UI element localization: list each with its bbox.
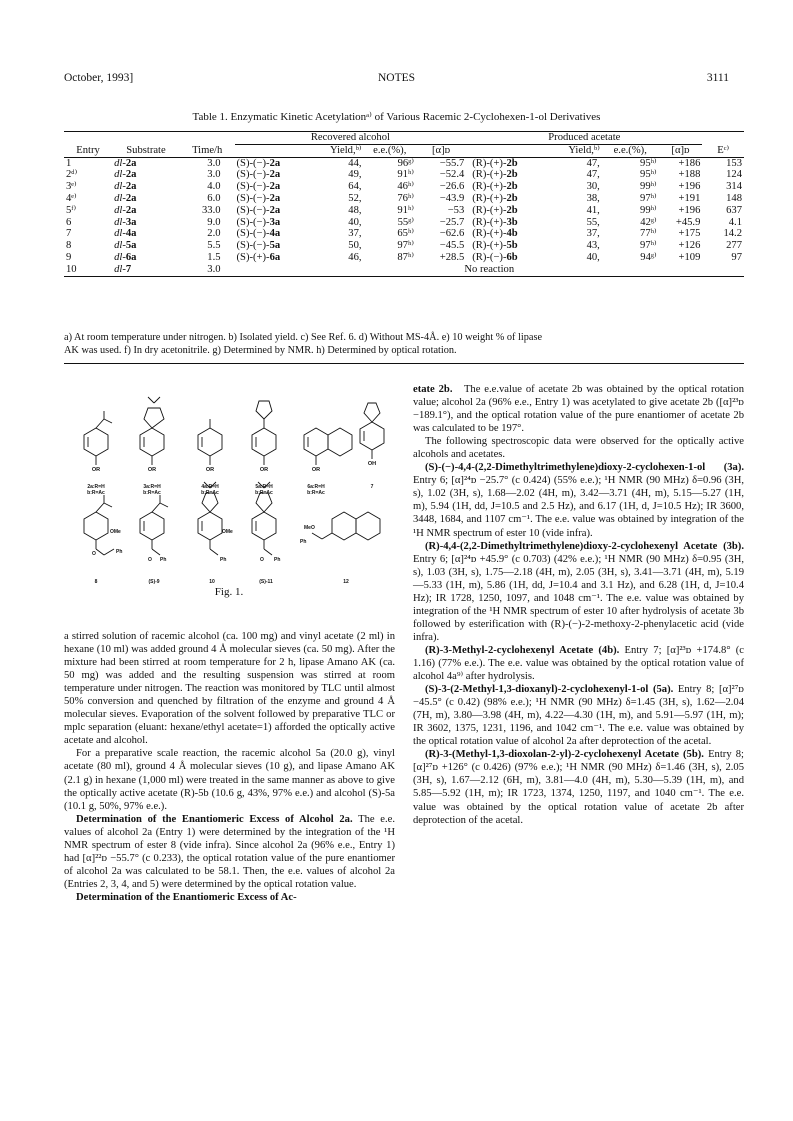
left-paragraph-4 (64, 891, 395, 904)
label-5a-r1: 5a:R=H (255, 484, 273, 490)
label-4a-r2: b:R=Ac (201, 490, 219, 496)
cell-entry: 9 (66, 251, 72, 263)
cell-produced-yield: 40, (586, 251, 600, 263)
cell-substrate: dl-2a (114, 204, 137, 216)
cell-substrate: dl-2a (114, 157, 137, 169)
svg-text:OR: OR (205, 467, 215, 473)
header-entry: Entry (76, 144, 100, 156)
cell-recovered-alcohol: (S)-(−)-2a (236, 181, 281, 193)
cell-produced-acetate: (R)-(+)-2b (472, 204, 518, 216)
svg-text:Ph: Ph (160, 557, 167, 563)
svg-text:O: O (148, 557, 152, 563)
cell-produced-alpha: +188 (678, 169, 701, 181)
table-row (64, 252, 744, 264)
cell-time: 5.5 (207, 240, 221, 252)
cell-entry: 10 (66, 263, 77, 275)
structure-8 (84, 495, 114, 555)
cell-E: 124 (726, 169, 742, 181)
structure-3a (140, 397, 164, 465)
cell-recovered-alcohol: (S)-(−)-2a (236, 192, 281, 204)
table-row (64, 228, 744, 240)
cell-produced-acetate: (R)-(+)-2b (472, 181, 518, 193)
svg-text:Ph: Ph (220, 557, 227, 563)
svg-text:MeO: MeO (304, 525, 315, 531)
row1-compound-labels (87, 484, 373, 496)
label-6a-r2: b:R=Ac (307, 490, 325, 496)
cell-recovered-ee: 91ʰ⁾ (397, 169, 414, 181)
table-caption: Table 1. Enzymatic Kinetic Acetylationᵃ⁾ of Various Racemic 2-Cyclohexen-1-ol Derivatives (192, 111, 601, 123)
svg-text:Ph: Ph (116, 549, 123, 555)
label-2a-r2: b:R=Ac (87, 490, 105, 496)
cell-produced-acetate: (R)-(+)-4b (472, 228, 518, 240)
cell-recovered-ee: 87ʰ⁾ (397, 251, 414, 263)
cell-entry: 4ᵉ⁾ (66, 192, 77, 204)
table-row (64, 205, 744, 217)
table-row-10 (64, 264, 744, 276)
right-paragraph-3b: (R)-4,4-(2,2-Dimethyltrimethylene)dioxy-2-cyclohexenyl Acetate (3b). Entry 6; [α]²⁴ᴅ +45.9° (c 0.703) (42% e.e.); ¹H NMR (90 MHz) δ=0.95 (3H, s), 1.03 (3H, s), 1.75—2.18 (4H, m), 2.05 (3H, s), 3.41—3.71 (4H, m), 5.19—5.33 (1H, m), 5.86 (1H, dd, J=10.4 and 3.1 Hz), and 6.28 (1H, d, J=10.4 Hz); IR 1728, 1250, 1097, and 1048 cm⁻¹. The e.e. value was obtained by integration of the ¹H NMR spectrum of ester 10 after hydrolysis of acetate 3b followed by esterification with (R)-(−)-2-methoxy-2-phenylacetic acid (vide infra). (413, 540, 744, 643)
header-ee: e.e.(%), (373, 144, 407, 156)
divider (64, 363, 744, 364)
cell-substrate: dl-2a (114, 169, 137, 181)
page-number: 3111 (706, 72, 729, 84)
cell-entry: 2ᵈ⁾ (66, 169, 78, 181)
cell-recovered-yield: 37, (348, 228, 362, 240)
cell-recovered-ee: 96ᵍ⁾ (397, 157, 414, 169)
cell-recovered-ee: 55ᵍ⁾ (397, 216, 414, 228)
cell-recovered-alcohol: (S)-(+)-6a (236, 251, 281, 263)
cell-E: 14.2 (723, 228, 742, 240)
cell-produced-ee: 97ʰ⁾ (640, 240, 657, 252)
right-paragraph-5b: (R)-3-(Methyl-1,3-dioxolan-2-yl)-2-cyclohexenyl Acetate (5b). Entry 8; [α]²⁷ᴅ +126° (c 0.426) (97% e.e.); ¹H NMR (90 MHz) δ=1.46 (3H, s), 2.05 (3H, s), 1.67—2.12 (6H, m), 3.81—4.0 (4H, m), 5.30—5.39 (1H, m), and 5.85—5.92 (1H, m); IR 1723, 1374, 1250, 1197, and 1040 cm⁻¹. The e.e. value was obtained by the optical rotation value of acetate 2b after deprotection of the acetal. (413, 749, 744, 826)
cell-produced-yield: 43, (586, 240, 600, 252)
table-1 (64, 131, 744, 277)
label-11: (S)-11 (259, 579, 273, 585)
cell-recovered-alpha: −55.7 (439, 157, 465, 169)
cell-time: 9.0 (207, 216, 221, 228)
structure-2a (84, 411, 112, 465)
label-3a-r1: 3a:R=H (143, 484, 161, 490)
cell-E: 153 (726, 157, 742, 169)
header-yield: Yield,ᵇ⁾ (330, 144, 362, 156)
table-row (64, 181, 744, 193)
structure-9 (140, 495, 168, 555)
cell-recovered-alcohol: (S)-(−)-2a (236, 204, 281, 216)
left-paragraph-1: a stirred solution of racemic alcohol (ca. 100 mg) and vinyl acetate (2 ml) in hexane (10 ml) was added ground 4 Å molecular sieves (ca. 50 mg). After the mixture had been stirred at room temperature for 2 h, lipase Amano AK (ca. 50 mg) was added and the resulting suspension was stirred at room temperature under nitrogen. The reaction was monitored by TLC until almost 50% conversion and quenched by filtration of the enzyme and ground 4 Å molecular sieves. Evaporation of the solvent followed by preparative TLC or mplc separation (eluant: hexane/ethyl acetate=1) afforded the optically active acetate and alcohol. (64, 631, 395, 747)
cell-time: 2.0 (207, 228, 221, 240)
cell-produced-ee: 97ʰ⁾ (640, 192, 657, 204)
cell-produced-acetate: (R)-(+)-3b (472, 216, 518, 228)
svg-text:OR: OR (91, 467, 101, 473)
left-paragraph-3: Determination of the Enantiomeric Excess of Alcohol 2a. The e.e. values of alcohol 2a (Entry 1) were determined by the integration of the ¹H NMR spectrum of ester 8 (vide infra). Since alcohol 2a (96% e.e., Entry 1) had [α]²²ᴅ −55.7° (c 0.233), the optical rotation value of the pure enantiomer of alcohol 2a was calculated to be 58.1. Then, the e.e. values of alcohol 2a (Entries 2, 3, 4, and 5) were determined by the optical rotation value. (64, 813, 395, 890)
cell-recovered-alpha: −43.9 (439, 192, 465, 204)
cell-recovered-yield: 40, (348, 216, 362, 228)
cell-recovered-yield: 48, (348, 204, 362, 216)
structure-7 (360, 403, 384, 459)
svg-text:OH: OH (367, 461, 377, 467)
svg-text:O: O (260, 557, 264, 563)
left-paragraph-2: For a preparative scale reaction, the racemic alcohol 5a (20.0 g), vinyl acetate (80 ml), ground 4 Å molecular sieves (10 g), and lipase Amano AK (2.1 g) in hexane (1,000 ml) were treated in the same manner as above to give the optically active acetate (R)-5b (10.6 g, 43%, 97% e.e.) and alcohol (S)-5a (10.1 g, 50%, 97% e.e.). (64, 748, 395, 812)
cell-recovered-yield: 50, (348, 240, 362, 252)
cell-produced-alpha: +109 (678, 251, 701, 263)
cell-time: 1.5 (207, 251, 221, 263)
cell-recovered-yield: 44, (348, 157, 362, 169)
cell-substrate: dl-7 (114, 263, 132, 275)
table-footnote-line-1: a) At room temperature under nitrogen. b) Isolated yield. c) See Ref. 6. d) Without MS-4Å. e) 10 weight % of lipase (64, 332, 543, 343)
structure-4a (198, 419, 222, 465)
svg-text:OMe: OMe (110, 529, 121, 535)
cell-produced-ee: 42ᵍ⁾ (640, 216, 657, 228)
header-alpha-2: [α]ᴅ (671, 144, 690, 156)
section-head-4b: (R)-3-Methyl-2-cyclohexenyl Acetate (4b). (425, 644, 620, 656)
cell-recovered-alcohol: (S)-(−)-2a (236, 169, 281, 181)
cell-recovered-yield: 46, (348, 251, 362, 263)
cell-recovered-alpha: −45.5 (439, 240, 465, 252)
svg-text:Ph: Ph (300, 539, 307, 545)
cell-E: 148 (726, 192, 742, 204)
cell-time: 3.0 (207, 157, 221, 169)
figure-1-structures (64, 383, 394, 603)
table-row (64, 240, 744, 252)
cell-produced-ee: 77ʰ⁾ (640, 228, 657, 240)
cell-substrate: dl-3a (114, 216, 137, 228)
cell-substrate: dl-2a (114, 181, 137, 193)
cell-produced-yield: 47, (586, 169, 600, 181)
row2-compound-labels (95, 579, 349, 585)
svg-text:OR: OR (311, 467, 321, 473)
left-column (64, 630, 395, 904)
cell-produced-alpha: +186 (678, 157, 701, 169)
table-row (64, 169, 744, 181)
right-column (413, 383, 744, 827)
cell-E: 97 (731, 251, 742, 263)
label-10: 10 (209, 579, 215, 585)
section-head-acetate-2b: Determination of the Enantiomeric Excess of Ac- (76, 891, 297, 903)
cell-recovered-alcohol: (S)-(−)-4a (236, 228, 281, 240)
svg-text:OMe: OMe (222, 529, 233, 535)
cell-recovered-yield: 49, (348, 169, 362, 181)
label-12: 12 (343, 579, 349, 585)
cell-time: 4.0 (207, 181, 221, 193)
cell-recovered-alcohol: (S)-(−)-2a (236, 157, 281, 169)
structure-6a (304, 428, 352, 465)
label-6a-r1: 6a:R=H (307, 484, 325, 490)
cell-produced-alpha: +191 (678, 192, 701, 204)
cell-recovered-alpha: −62.6 (439, 228, 465, 240)
running-header-center: NOTES (377, 72, 416, 84)
svg-text:O: O (92, 551, 96, 557)
cell-time: 6.0 (207, 192, 221, 204)
cell-recovered-ee: 91ʰ⁾ (397, 204, 414, 216)
cell-entry: 8 (66, 240, 72, 252)
cell-produced-yield: 37, (586, 228, 600, 240)
right-paragraph-4b: (R)-3-Methyl-2-cyclohexenyl Acetate (4b). Entry 7; [α]²³ᴅ +174.8° (c 1.16) (77% e.e.). The e.e. value was obtained by the optical rotation value of alcohol 4a⁹⁾ after hydrolysis. (413, 644, 745, 683)
cell-recovered-ee: 65ʰ⁾ (397, 228, 414, 240)
cell-entry: 5ᶠ⁾ (66, 204, 77, 216)
cell-entry: 1 (66, 157, 72, 169)
cell-produced-yield: 30, (586, 181, 600, 193)
cell-produced-acetate: (R)-(+)-2b (472, 169, 518, 181)
label-8: 8 (94, 579, 98, 585)
cell-produced-acetate: (R)-(+)-2b (472, 157, 518, 169)
cell-recovered-alpha: −52.4 (439, 169, 465, 181)
cell-substrate: dl-5a (114, 240, 137, 252)
cell-time: 33.0 (201, 204, 221, 216)
cell-entry: 3ᵉ⁾ (66, 181, 77, 193)
cell-no-reaction: No reaction (464, 263, 515, 275)
cell-produced-ee: 95ʰ⁾ (640, 169, 657, 181)
header-time: Time/h (192, 144, 223, 156)
cell-recovered-ee: 97ʰ⁾ (397, 240, 414, 252)
header-ee-2: e.e.(%), (613, 144, 647, 156)
label-4a-r1: 4a:R=H (201, 484, 219, 490)
cell-time: 3.0 (207, 263, 221, 275)
header-substrate: Substrate (126, 144, 166, 156)
cell-substrate: dl-6a (114, 251, 137, 263)
structure-12 (312, 512, 380, 540)
running-header-left: October, 1993] (64, 72, 134, 84)
cell-recovered-ee: 76ʰ⁾ (397, 192, 414, 204)
cell-recovered-alpha: −25.7 (439, 216, 465, 228)
cell-produced-ee: 99ʰ⁾ (640, 204, 657, 216)
section-head-3b: (R)-4,4-(2,2-Dimethyltrimethylene)dioxy-2-cyclohexenyl Acetate (3b). (425, 540, 744, 552)
cell-produced-ee: 99ʰ⁾ (640, 181, 657, 193)
cell-produced-alpha: +126 (678, 240, 701, 252)
cell-E: 4.1 (728, 216, 742, 228)
cell-recovered-alpha: −53 (447, 204, 465, 216)
table-row (64, 193, 744, 205)
cell-produced-yield: 38, (586, 192, 600, 204)
label-7: 7 (370, 484, 374, 490)
section-head-5b: (R)-3-(Methyl-1,3-dioxolan-2-yl)-2-cyclohexenyl Acetate (5b). (425, 749, 704, 761)
header-yield-2: Yield,ᵇ⁾ (568, 144, 600, 156)
cell-produced-acetate: (R)-(+)-2b (472, 192, 518, 204)
cell-recovered-yield: 52, (348, 192, 362, 204)
cell-produced-alpha: +175 (678, 228, 701, 240)
svg-text:Ph: Ph (274, 557, 281, 563)
figure-caption: Fig. 1. (214, 586, 244, 598)
header-E: Eᶜ⁾ (717, 144, 730, 156)
table-header-row-1 (64, 132, 744, 145)
section-head-3a: (S)-(−)-4,4-(2,2-Dimethyltrimethylene)dioxy-2-cyclohexen-1-ol (3a). (425, 462, 744, 474)
cell-produced-acetate: (R)-(+)-5b (472, 240, 518, 252)
svg-text:OR: OR (147, 467, 157, 473)
label-9: (S)-9 (148, 579, 160, 585)
label-5a-r2: b:R=Ac (255, 490, 273, 496)
cell-produced-alpha: +196 (678, 181, 701, 193)
right-paragraph-1: etate 2b. The e.e.value of acetate 2b was obtained by the optical rotation value; alcohol 2a (96% e.e., Entry 1) was acetylated to give acetate 2b ([α]²³ᴅ −189.1°), and the optical rotation value of the pure enantiomer of acetate 2b was calculated to be 197°. (413, 384, 744, 435)
cell-substrate: dl-4a (114, 228, 137, 240)
table-row (64, 157, 744, 169)
cell-recovered-alcohol: (S)-(−)-3a (236, 216, 281, 228)
cell-produced-yield: 55, (586, 216, 600, 228)
table-footnote-line-2: AK was used. f) In dry acetonitrile. g) Determined by NMR. h) Determined by optical rotation. (64, 345, 457, 356)
right-paragraph-3a: (S)-(−)-4,4-(2,2-Dimethyltrimethylene)dioxy-2-cyclohexen-1-ol (3a). Entry 6; [α]²⁴ᴅ −25.7° (c 0.424) (55% e.e.); ¹H NMR (90 MHz) δ=0.96 (3H, s), 1.02 (3H, s), 1.68—2.02 (4H, m), 3.42—3.71 (4H, m), 5.15—5.27 (1H, m), 5.94 (1H, dd, J=10.5 and 2.5 Hz), and 6.17 (1H, d, J=10.5 Hz); IR 3600, 3448, 1684, and 1107 cm⁻¹. The e.e. value was obtained by integration of the ¹H NMR spectrum of ester 10 (vide infra). (413, 462, 744, 539)
right-paragraph-5a: (S)-3-(2-Methyl-1,3-dioxanyl)-2-cyclohexenyl-1-ol (5a). Entry 8; [α]²⁷ᴅ −45.5° (c 0.42) (98% e.e.); ¹H NMR (90 MHz) δ=1.45 (3H, s), 1.62—2.04 (7H, m), 3.80—3.98 (4H, m), 4.22—4.30 (1H, m), and 5.91—5.97 (1H, m); IR 3602, 1375, 1231, 1196, and 1042 cm⁻¹. The e.e. value was obtained by the optical rotation value of alcohol 2a after deprotection of the acetal. (413, 684, 744, 748)
cell-recovered-alpha: +28.5 (439, 251, 465, 263)
cell-produced-ee: 94ᵍ⁾ (640, 251, 657, 263)
section-head-5a: (S)-3-(2-Methyl-1,3-dioxanyl)-2-cyclohexenyl-1-ol (5a). (425, 684, 674, 696)
cell-recovered-yield: 64, (348, 181, 362, 193)
cell-E: 277 (726, 240, 742, 252)
cell-recovered-ee: 46ʰ⁾ (397, 181, 414, 193)
cell-E: 637 (726, 204, 742, 216)
cell-recovered-alcohol: (S)-(−)-5a (236, 240, 281, 252)
cell-E: 314 (726, 181, 742, 193)
header-recovered: Recovered alcohol (235, 132, 467, 145)
cell-produced-alpha: +45.9 (675, 216, 701, 228)
section-head-alcohol-2a: Determination of the Enantiomeric Excess of Alcohol 2a. (76, 813, 353, 825)
table-footnotes (64, 331, 744, 357)
label-3a-r2: b:R=Ac (143, 490, 161, 496)
label-2a-r1: 2a:R=H (87, 484, 105, 490)
cell-recovered-alpha: −26.6 (439, 181, 465, 193)
cell-substrate: dl-2a (114, 192, 137, 204)
structure-5a (252, 401, 276, 465)
header-produced: Produced acetate (466, 132, 702, 145)
cell-produced-acetate: (R)-(−)-6b (472, 251, 518, 263)
right-paragraph-2: The following spectroscopic data were observed for the optically active alcohols and acetates. (413, 436, 744, 461)
svg-text:OR: OR (259, 467, 269, 473)
cell-entry: 7 (66, 228, 72, 240)
cell-entry: 6 (66, 216, 72, 228)
table-row (64, 217, 744, 229)
header-alpha: [α]ᴅ (432, 144, 451, 156)
cell-produced-yield: 47, (586, 157, 600, 169)
cell-produced-ee: 95ʰ⁾ (640, 157, 657, 169)
cell-produced-yield: 41, (586, 204, 600, 216)
cell-produced-alpha: +196 (678, 204, 701, 216)
cell-time: 3.0 (207, 169, 221, 181)
